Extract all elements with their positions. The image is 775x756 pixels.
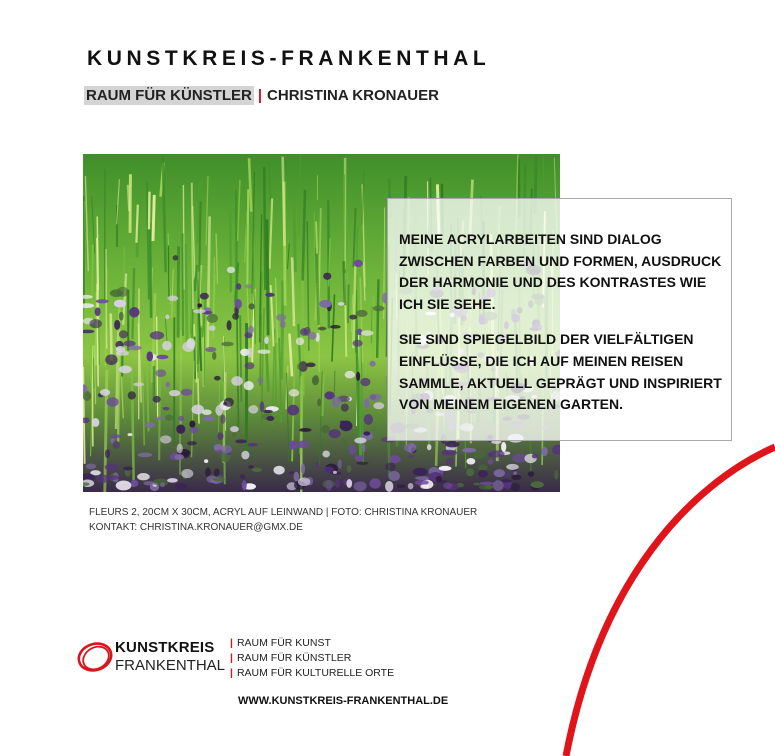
- flower-dab: [181, 389, 193, 396]
- flower-dab: [230, 426, 239, 432]
- flower-dab: [123, 467, 133, 471]
- flower-dab: [370, 361, 376, 367]
- flower-dab: [349, 315, 357, 320]
- kunstkreis-logo: [75, 638, 225, 680]
- flower-dab: [413, 468, 428, 476]
- footer-link-kuenstler[interactable]: RAUM FÜR KÜNSTLER: [236, 652, 352, 664]
- flower-dab: [116, 481, 132, 491]
- flower-dab: [116, 346, 125, 353]
- flower-dab: [321, 425, 329, 433]
- flower-dab: [439, 466, 452, 471]
- flower-dab: [389, 455, 401, 463]
- brush-stroke: [294, 195, 295, 272]
- brush-stroke: [377, 279, 378, 358]
- flower-dab: [369, 478, 380, 488]
- flower-dab: [258, 350, 271, 354]
- flower-dab: [511, 483, 520, 491]
- flower-dab: [215, 405, 223, 416]
- flower-dab: [356, 310, 368, 317]
- flower-dab: [420, 484, 429, 489]
- footer-link-row[interactable]: | RAUM FÜR KUNST: [230, 637, 331, 649]
- flower-dab: [252, 468, 262, 472]
- flower-dab: [200, 293, 209, 300]
- flower-dab: [488, 459, 494, 464]
- flower-dab: [325, 480, 332, 491]
- website-link[interactable]: WWW.KUNSTKREIS-FRANKENTHAL.DE: [238, 695, 449, 707]
- flower-dab: [113, 441, 120, 449]
- flower-dab: [297, 363, 302, 370]
- flower-dab: [163, 407, 170, 410]
- flower-dab: [214, 376, 221, 381]
- flower-dab: [294, 472, 300, 482]
- flower-dab: [289, 440, 298, 449]
- flower-dab: [105, 449, 110, 458]
- footer-link-orte[interactable]: RAUM FÜR KULTURELLE ORTE: [236, 667, 395, 679]
- flower-dab: [89, 319, 101, 328]
- flower-dab: [388, 471, 400, 481]
- flower-dab: [289, 471, 294, 474]
- brush-stroke: [192, 183, 193, 309]
- flower-dab: [297, 440, 309, 448]
- flower-dab: [193, 309, 206, 313]
- flower-dab: [446, 458, 454, 466]
- subtitle-highlight: RAUM FÜR KÜNSTLER: [86, 86, 252, 104]
- flower-dab: [299, 428, 311, 432]
- flower-dab: [86, 464, 96, 470]
- flower-dab: [298, 477, 310, 486]
- flower-dab: [204, 459, 208, 463]
- brush-stroke: [282, 281, 283, 380]
- flower-dab: [207, 314, 218, 323]
- flower-dab: [373, 306, 385, 311]
- flower-dab: [129, 307, 139, 318]
- flower-dab: [466, 458, 475, 465]
- flower-dab: [128, 346, 142, 351]
- flower-dab: [167, 478, 178, 483]
- flower-dab: [541, 447, 547, 456]
- flower-dab: [462, 448, 476, 453]
- flower-dab: [280, 320, 286, 328]
- flower-dab: [187, 441, 197, 445]
- flower-dab: [313, 375, 318, 382]
- flower-dab: [137, 473, 150, 480]
- flower-dab: [105, 464, 118, 471]
- brush-stroke: [128, 185, 129, 211]
- flower-dab: [182, 342, 194, 352]
- flower-dab: [385, 463, 396, 471]
- flower-dab: [354, 481, 367, 491]
- subtitle-separator: |: [257, 86, 263, 104]
- flower-dab: [415, 480, 429, 485]
- brush-stroke: [247, 189, 248, 288]
- flower-dab: [95, 307, 101, 316]
- flower-dab: [323, 273, 331, 280]
- flower-dab: [408, 454, 414, 458]
- flower-dab: [128, 391, 136, 399]
- flower-dab: [155, 369, 166, 377]
- flower-dab: [362, 444, 366, 453]
- flower-dab: [531, 481, 544, 488]
- flower-dab: [209, 325, 216, 331]
- flower-dab: [354, 260, 364, 267]
- flower-dab: [315, 462, 319, 468]
- brush-stroke: [159, 381, 160, 460]
- flower-dab: [247, 348, 253, 358]
- flower-dab: [110, 434, 121, 438]
- flower-dab: [177, 444, 183, 454]
- flower-dab: [165, 315, 170, 320]
- flower-dab: [373, 402, 384, 409]
- brush-stroke: [203, 334, 204, 387]
- flower-dab: [175, 483, 187, 490]
- flower-dab: [265, 293, 275, 297]
- logo-line-1: KUNSTKREIS: [115, 639, 215, 656]
- flower-dab: [341, 403, 349, 411]
- flower-dab: [240, 474, 246, 479]
- flower-dab: [289, 389, 300, 397]
- flower-dab: [119, 330, 128, 338]
- flower-dab: [244, 381, 254, 390]
- subtitle: [84, 84, 439, 106]
- flower-dab: [466, 468, 474, 476]
- flower-dab: [248, 303, 254, 309]
- flower-dab: [130, 480, 138, 487]
- flower-dab: [242, 480, 247, 490]
- flower-dab: [97, 474, 109, 483]
- flower-dab: [338, 302, 345, 306]
- flower-dab: [227, 320, 232, 330]
- brush-stroke: [169, 246, 170, 301]
- flower-dab: [276, 314, 286, 321]
- flower-dab: [314, 443, 320, 450]
- flower-dab: [166, 382, 171, 388]
- flower-dab: [338, 459, 342, 468]
- flower-dab: [205, 347, 216, 352]
- flower-dab: [133, 382, 144, 386]
- flower-dab: [232, 433, 237, 436]
- flower-dab: [306, 363, 316, 368]
- page-title: KUNSTKREIS-FRANKENTHAL: [87, 47, 491, 70]
- flower-dab: [443, 482, 452, 488]
- caption-artwork-info: FLEURS 2, 20CM X 30CM, ACRYL AUF LEINWAND | FOTO: CHRISTINA KRONAUER: [89, 507, 478, 518]
- flower-dab: [147, 351, 153, 361]
- flower-dab: [176, 425, 185, 434]
- flower-dab: [318, 327, 326, 331]
- flower-dab: [178, 416, 184, 421]
- flower-dab: [190, 427, 199, 433]
- flower-dab: [217, 432, 223, 440]
- flower-dab: [202, 416, 215, 421]
- flower-dab: [138, 453, 152, 457]
- flower-dab: [308, 332, 317, 340]
- brush-stroke: [373, 296, 374, 364]
- flower-dab: [346, 479, 352, 488]
- flower-dab: [513, 471, 517, 475]
- flower-dab: [245, 362, 255, 369]
- brush-stroke: [132, 268, 134, 339]
- logo-circle-icon: [75, 638, 115, 678]
- flower-dab: [160, 435, 171, 443]
- flower-dab: [404, 443, 416, 452]
- flower-dab: [197, 303, 202, 307]
- flower-dab: [212, 352, 216, 360]
- flower-dab: [352, 340, 362, 347]
- brush-stroke: [267, 219, 268, 335]
- flower-dab: [501, 442, 506, 452]
- brush-stroke: [111, 313, 112, 360]
- flower-dab: [363, 431, 370, 435]
- brush-stroke: [240, 315, 241, 402]
- flower-dab: [340, 421, 344, 424]
- flower-dab: [114, 300, 126, 308]
- flower-dab: [360, 378, 370, 386]
- flower-dab: [263, 410, 273, 413]
- flower-dab: [248, 443, 258, 447]
- flower-dab: [145, 422, 155, 428]
- flower-dab: [114, 320, 120, 330]
- flower-dab: [264, 336, 268, 344]
- flower-dab: [335, 480, 340, 488]
- brush-stroke: [92, 346, 93, 447]
- flower-dab: [245, 284, 252, 288]
- flower-dab: [214, 468, 220, 476]
- flower-dab: [478, 470, 488, 478]
- flower-dab: [248, 465, 253, 469]
- flower-dab: [480, 482, 494, 485]
- flower-dab: [506, 464, 518, 470]
- footer-link-row[interactable]: | RAUM FÜR KULTURELLE ORTE: [230, 667, 395, 679]
- artist-statement-box: [387, 198, 732, 441]
- flower-dab: [368, 435, 372, 439]
- flower-dab: [330, 325, 341, 329]
- flower-dab: [364, 398, 369, 408]
- flower-dab: [266, 416, 274, 421]
- brush-stroke: [136, 205, 137, 243]
- flower-dab: [175, 454, 184, 460]
- flower-dab: [287, 405, 299, 416]
- flower-dab: [160, 482, 165, 487]
- brush-stroke: [348, 284, 349, 323]
- caption-contact: KONTAKT: CHRISTINA.KRONAUER@GMX.DE: [89, 522, 303, 533]
- flower-dab: [347, 465, 352, 473]
- flower-dab: [345, 371, 355, 378]
- flower-dab: [532, 454, 538, 459]
- logo-line-2: FRANKENTHAL: [115, 657, 226, 674]
- flower-dab: [100, 389, 110, 396]
- flower-dab: [441, 450, 457, 456]
- flower-dab: [369, 393, 382, 401]
- flower-dab: [301, 463, 305, 474]
- artist-name: CHRISTINA KRONAUER: [267, 86, 439, 104]
- flower-dab: [473, 483, 481, 486]
- flower-dab: [341, 438, 346, 447]
- flower-dab: [493, 480, 504, 491]
- flower-dab: [119, 312, 124, 321]
- flower-dab: [181, 469, 193, 478]
- flower-dab: [528, 471, 534, 476]
- flower-dab: [408, 483, 414, 489]
- flower-dab: [156, 355, 168, 360]
- image-caption: [89, 505, 477, 535]
- flower-dab: [212, 477, 225, 481]
- flower-dab: [220, 415, 225, 424]
- flower-dab: [356, 462, 368, 465]
- flower-dab: [554, 470, 558, 479]
- flower-dab: [169, 390, 180, 396]
- statement-paragraph-2: SIE SIND SPIEGELBILD DER VIELFÄLTIGEN EINFLÜSSE, DIE ICH AUF MEINEN REISEN SAMMLE, AKTUELL GEPRÄGT UND INSPIRIERT VON MEINEM EIGENEN GARTEN.: [399, 331, 722, 413]
- flower-dab: [227, 267, 235, 273]
- flower-dab: [162, 341, 171, 351]
- flower-dab: [92, 418, 99, 427]
- flower-dab: [355, 455, 364, 461]
- flower-dab: [105, 354, 117, 365]
- flower-dab: [173, 255, 179, 260]
- flower-dab: [329, 429, 341, 438]
- flower-dab: [260, 401, 265, 412]
- flower-dab: [221, 342, 233, 347]
- flower-dab: [317, 399, 321, 407]
- flower-dab: [331, 397, 341, 408]
- brush-stroke: [264, 167, 265, 290]
- flower-dab: [364, 414, 373, 425]
- footer-link-row[interactable]: | RAUM FÜR KÜNSTLER: [230, 652, 352, 664]
- flower-dab: [322, 451, 330, 458]
- footer-links: [230, 636, 394, 681]
- flower-dab: [274, 466, 285, 475]
- flower-dab: [236, 283, 241, 290]
- flower-dab: [96, 299, 109, 303]
- brush-stroke: [224, 381, 225, 484]
- flower-dab: [189, 420, 195, 427]
- flower-dab: [107, 397, 119, 406]
- flower-dab: [150, 331, 164, 340]
- flower-dab: [221, 445, 232, 453]
- flower-dab: [445, 441, 459, 447]
- flower-dab: [349, 445, 356, 455]
- flower-dab: [248, 325, 254, 333]
- flower-dab: [241, 451, 249, 460]
- flower-dab: [354, 438, 366, 444]
- brush-stroke: [316, 222, 317, 254]
- flower-dab: [248, 405, 258, 414]
- flower-dab: [153, 396, 161, 403]
- flower-dab: [427, 444, 432, 450]
- flower-dab: [505, 473, 510, 477]
- flower-dab: [296, 337, 304, 345]
- flower-dab: [128, 433, 133, 436]
- brush-stroke: [153, 195, 154, 241]
- flower-dab: [167, 296, 178, 302]
- flower-dab: [234, 299, 241, 309]
- flower-dab: [361, 330, 374, 336]
- flower-dab: [165, 415, 173, 421]
- statement-paragraph-1: MEINE ACRYLARBEITEN SIND DIALOG ZWISCHEN FARBEN UND FORMEN, AUSDRUCK DER HARMONIE UND DES KONTRASTES WIE ICH SIE SEHE.: [399, 231, 722, 312]
- flower-dab: [106, 475, 120, 480]
- flower-dab: [143, 481, 155, 485]
- flower-dab: [191, 405, 203, 415]
- brush-stroke: [276, 343, 277, 414]
- flower-dab: [397, 485, 406, 488]
- flower-dab: [323, 466, 335, 473]
- brush-stroke: [178, 246, 179, 337]
- flower-dab: [235, 439, 247, 443]
- flower-dab: [511, 475, 521, 480]
- flower-dab: [319, 300, 331, 308]
- flower-dab: [356, 372, 360, 381]
- flower-dab: [154, 417, 165, 420]
- flower-dab: [231, 376, 243, 386]
- flower-dab: [257, 377, 263, 383]
- footer-link-kunst[interactable]: RAUM FÜR KUNST: [236, 637, 331, 649]
- flower-dab: [385, 481, 393, 492]
- flower-dab: [224, 398, 234, 407]
- brush-stroke: [186, 245, 187, 345]
- flower-dab: [119, 365, 132, 373]
- brush-stroke: [150, 222, 151, 318]
- flower-dab: [436, 476, 442, 482]
- flower-dab: [488, 452, 493, 457]
- brush-stroke: [344, 261, 345, 305]
- flower-dab: [494, 469, 505, 477]
- flower-dab: [110, 289, 123, 297]
